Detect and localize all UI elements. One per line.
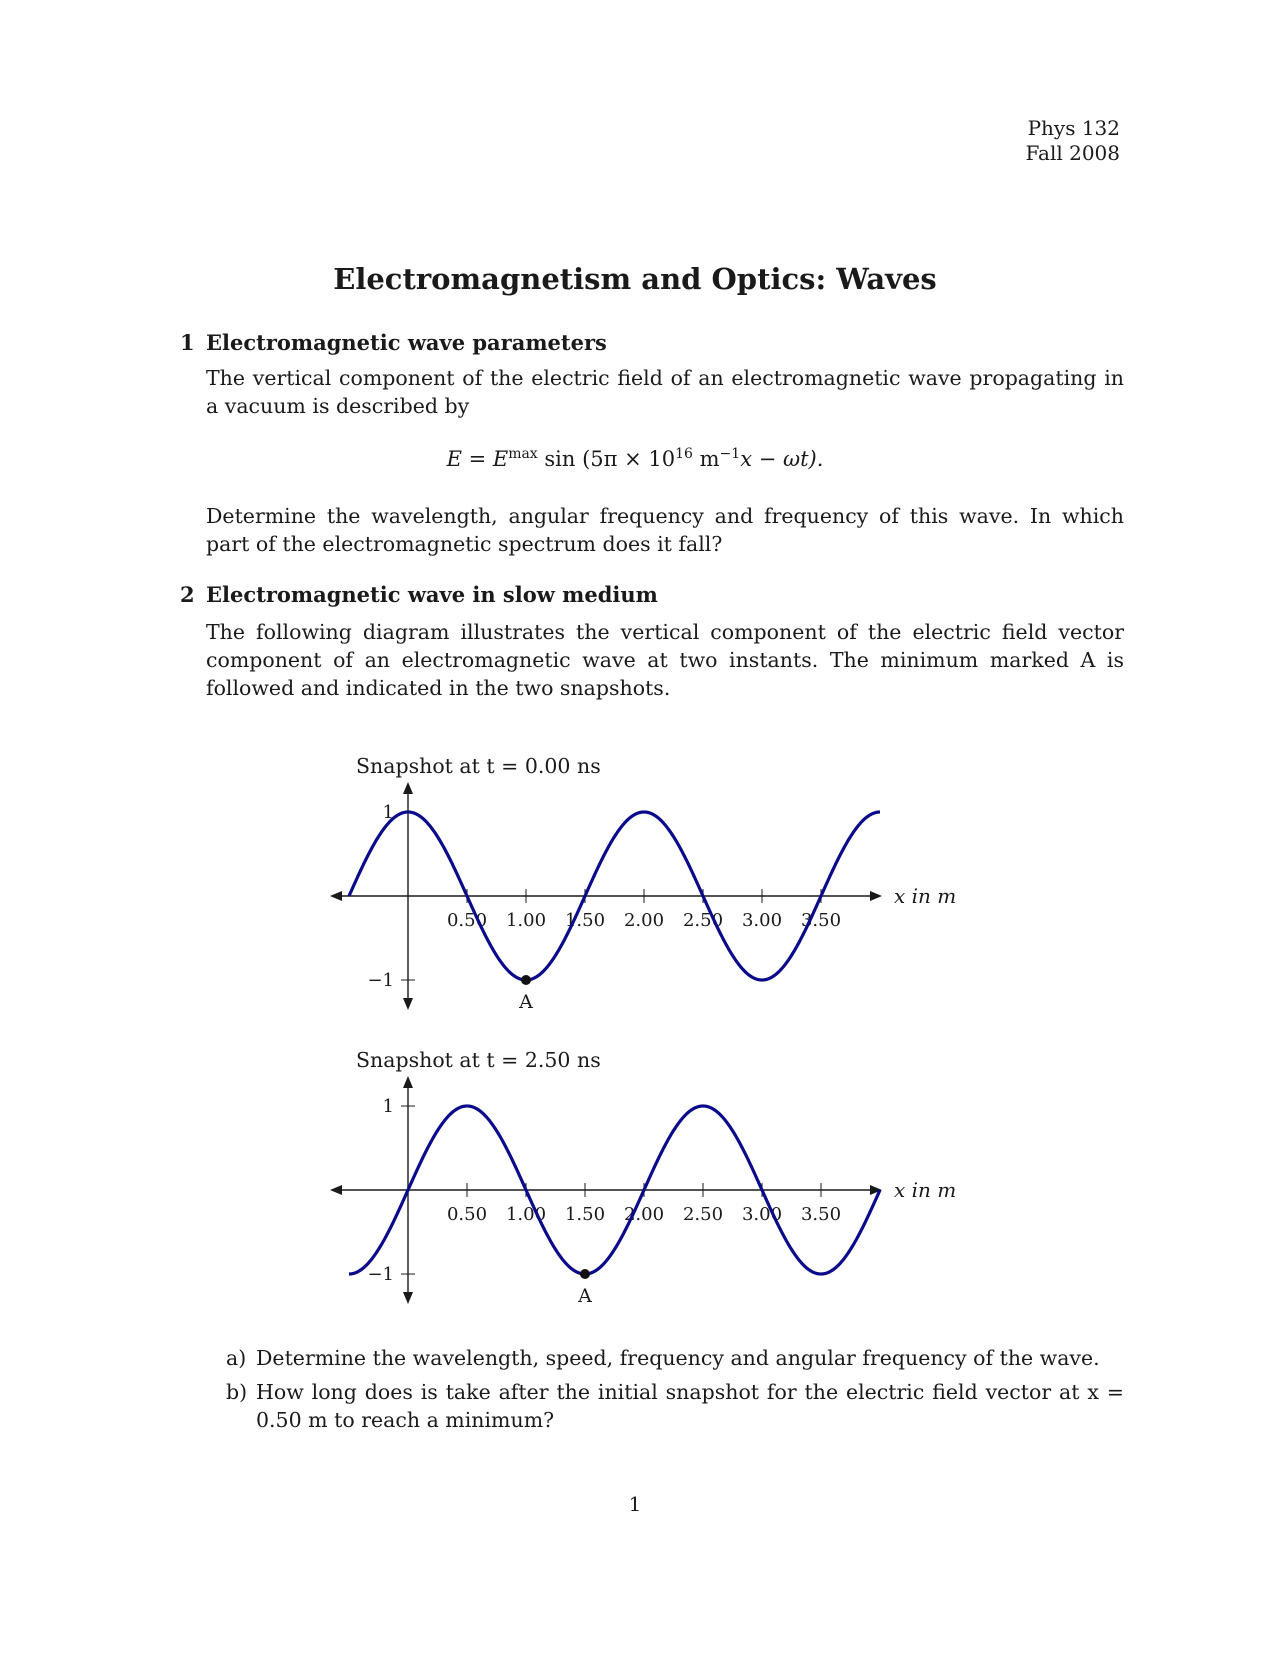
x-tick-label: 1.00 xyxy=(505,910,547,931)
question-b xyxy=(226,1378,1126,1434)
y-axis-arrow-down xyxy=(403,1292,413,1304)
x-tick-label: 2.50 xyxy=(682,910,724,931)
page-number: 1 xyxy=(628,1492,642,1516)
marker-point xyxy=(580,1269,590,1279)
eq-lhs: E = E xyxy=(446,447,509,471)
snapshot-2-title: Snapshot at t = 2.50 ns xyxy=(356,1048,601,1072)
x-tick-label: 0.50 xyxy=(446,910,488,931)
marker-point xyxy=(521,975,531,985)
x-tick-label: 2.00 xyxy=(623,1204,665,1225)
document-title: Electromagnetism and Optics: Waves xyxy=(333,262,937,296)
y-tick-label: −1 xyxy=(367,1264,394,1285)
y-tick-label: 1 xyxy=(382,802,394,823)
y-tick-label: 1 xyxy=(382,1096,394,1117)
x-tick-label: 1.00 xyxy=(505,1204,547,1225)
section-1-intro: The vertical component of the electric field of an electromagnetic wave propagating in a vacuum is described by xyxy=(206,366,1124,418)
section-2-title: Electromagnetic wave in slow medium xyxy=(206,582,658,607)
snapshot-1-title: Snapshot at t = 0.00 ns xyxy=(356,754,601,778)
x-axis-arrow-left xyxy=(330,1185,342,1195)
question-a-text: Determine the wavelength, speed, frequency and angular frequency of the wave. xyxy=(256,1346,1100,1370)
x-tick-label: 1.50 xyxy=(564,1204,606,1225)
question-b-label: b) xyxy=(226,1380,248,1404)
x-tick-label: 3.00 xyxy=(741,1204,783,1225)
x-axis-label: x in m xyxy=(894,1178,957,1202)
x-tick-label: 3.00 xyxy=(741,910,783,931)
eq-sup-inv: −1 xyxy=(719,446,741,462)
eq-sup-exp: 16 xyxy=(675,446,693,462)
question-a xyxy=(226,1344,1126,1372)
x-tick-label: 3.50 xyxy=(800,910,842,931)
y-axis-arrow-up xyxy=(403,782,413,794)
question-b-text: How long does is take after the initial snapshot for the electric field vector at x = 0.50 m to reach a minimum? xyxy=(256,1380,1124,1432)
eq-sup-max: max xyxy=(508,446,538,462)
section-2-intro: The following diagram illustrates the vertical component of the electric field vector component of an electromagnetic wave at two instants. The minimum marked A is followed and indicated in the two snapshots. xyxy=(206,620,1124,700)
snapshot-1-plot xyxy=(330,782,970,1042)
section-1-title: Electromagnetic wave parameters xyxy=(206,330,607,355)
x-tick-label: 3.50 xyxy=(800,1204,842,1225)
eq-tail: x − ωt). xyxy=(740,447,824,471)
x-tick-label: 2.50 xyxy=(682,1204,724,1225)
x-tick-label: 2.00 xyxy=(623,910,665,931)
section-2-heading xyxy=(180,582,658,607)
wave-equation xyxy=(0,446,1270,471)
section-2-number: 2 xyxy=(180,582,195,607)
x-axis-label: x in m xyxy=(894,884,957,908)
section-1-number: 1 xyxy=(180,330,195,355)
eq-mid: sin (5π × 10 xyxy=(537,447,676,471)
x-axis-arrow-left xyxy=(330,891,342,901)
y-axis-arrow-up xyxy=(403,1076,413,1088)
course-name: Phys 132 xyxy=(1027,116,1120,140)
marker-label: A xyxy=(578,1285,592,1307)
section-1-question: Determine the wavelength, angular frequency and frequency of this wave. In which part of the electromagnetic spectrum does it fall? xyxy=(206,504,1124,556)
x-tick-label: 0.50 xyxy=(446,1204,488,1225)
course-header xyxy=(900,116,1120,166)
x-tick-label: 1.50 xyxy=(564,910,606,931)
snapshot-2-plot xyxy=(330,1076,970,1336)
section-1-heading xyxy=(180,330,607,355)
course-term: Fall 2008 xyxy=(1025,141,1120,165)
question-a-label: a) xyxy=(226,1346,247,1370)
y-tick-label: −1 xyxy=(367,970,394,991)
x-axis-arrow-right xyxy=(870,891,882,901)
eq-unit: m xyxy=(692,447,720,471)
y-axis-arrow-down xyxy=(403,998,413,1010)
x-axis-arrow-right xyxy=(870,1185,882,1195)
marker-label: A xyxy=(519,991,533,1013)
